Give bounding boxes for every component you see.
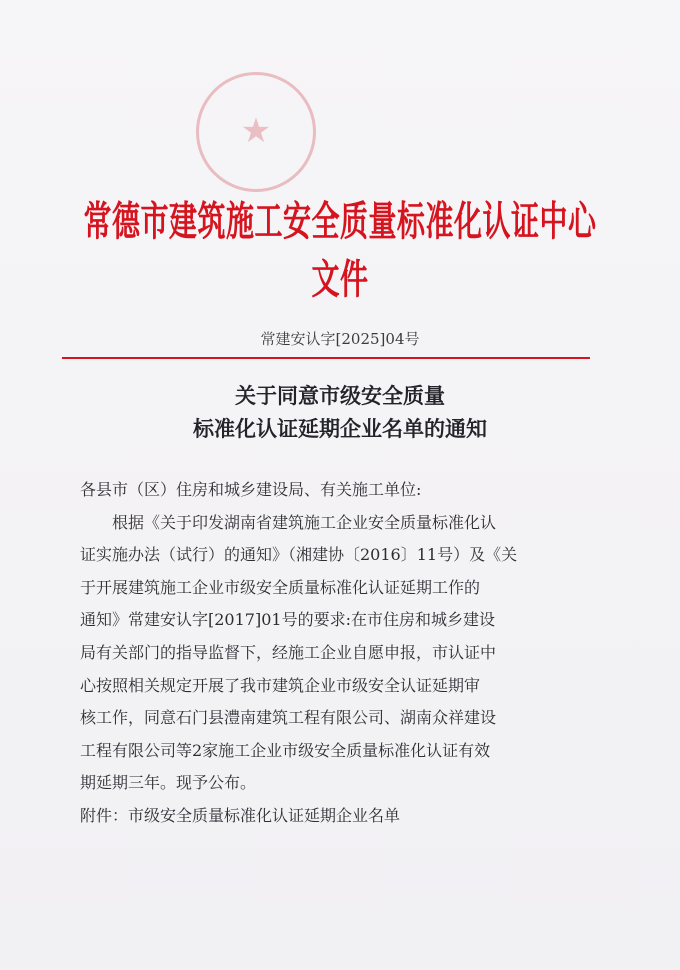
masthead: 常德市建筑施工安全质量标准化认证中心文件	[83, 197, 597, 304]
title-line: 关于同意市级安全质量	[235, 384, 445, 408]
body-line: 局有关部门的指导监督下，经施工企业自愿申报，市认证中	[80, 642, 497, 662]
notice-body	[80, 474, 580, 833]
salutation: 各县市（区）住房和城乡建设局、有关施工单位:	[80, 480, 422, 499]
body-line: 期延期三年。现予公布。	[80, 773, 257, 793]
attachment-line: 附件：市级安全质量标准化认证延期企业名单	[80, 805, 401, 825]
document-number: 常建安认字[2025]04号	[260, 330, 420, 348]
red-divider	[62, 357, 590, 359]
body-line: 心按照相关规定开展了我市建筑企业市级安全认证延期审	[80, 675, 481, 695]
body-line: 通知》常建安认字[2017]01号的要求:在市住房和城乡建设	[80, 610, 495, 630]
body-line: 于开展建筑施工企业市级安全质量标准化认证延期工作的	[80, 577, 481, 597]
official-seal-watermark	[196, 72, 316, 192]
title-line: 标准化认证延期企业名单的通知	[193, 417, 487, 441]
body-line: 证实施办法（试行）的通知》（湘建协〔2016〕11号）及《关	[80, 545, 518, 565]
body-line: 工程有限公司等2家施工企业市级安全质量标准化认证有效	[80, 740, 491, 760]
body-line: 核工作，同意石门县澧南建筑工程有限公司、湖南众祥建设	[80, 708, 497, 728]
body-line: 根据《关于印发湖南省建筑施工企业安全质量标准化认	[112, 512, 497, 532]
notice-title	[0, 380, 680, 446]
